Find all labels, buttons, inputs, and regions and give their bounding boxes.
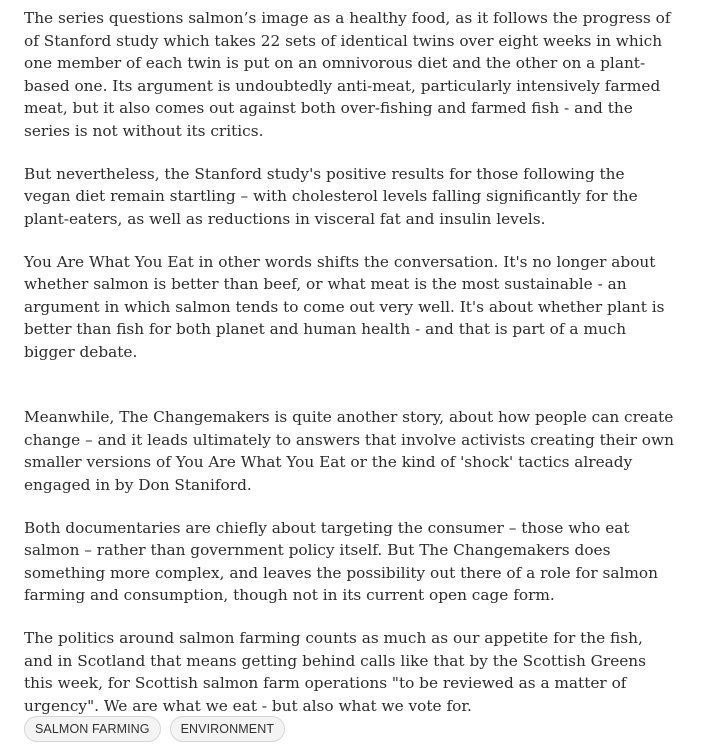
paragraph: The politics around salmon farming counts as much as our appetite for the fish, and in Scotland that means getting behind calls like that by the Scottish Greens this week, for Scottish salmon farm operations "to be reviewed as a matter of urgency". We are what we eat - but also what we vote for.	[24, 629, 646, 715]
tag-environment[interactable]: ENVIRONMENT	[170, 716, 285, 742]
paragraph: You Are What You Eat in other words shifts the conversation. It's no longer about whether salmon is better than beef, or what meat is the most sustainable - an argument in which salmon tends to come out very well. It's about whether plant is better than fish for both planet and human health - and that is part of a much bigger debate.	[24, 252, 665, 361]
paragraph: Meanwhile, The Changemakers is quite another story, about how people can create change – and it leads ultimately to answers that involve activists creating their own smaller versions of You Are What You Eat or the kind of 'shock' tactics already engaged in by Don Staniford.	[24, 408, 674, 494]
paragraph: Both documentaries are chiefly about targeting the consumer – those who eat salmon – rather than government policy itself. But The Changemakers does something more complex, and leaves the possibility out there of a role for salmon farming and consumption, though not in its current open cage form.	[24, 518, 658, 604]
tag-salmon-farming[interactable]: SALMON FARMING	[24, 716, 161, 742]
paragraph: The series questions salmon’s image as a healthy food, as it follows the progress of of Stanford study which takes 22 sets of identical twins over eight weeks in which one member of each twin is put on an omnivorous diet and the other on a plant-based one. Its argument is undoubtedly anti-meat, particularly intensively farmed meat, but it also comes out against both over-fishing and farmed fish - and the series is not without its critics.	[24, 9, 671, 140]
article-body	[24, 7, 674, 717]
tag-list	[24, 716, 285, 742]
paragraph: But nevertheless, the Stanford study's positive results for those following the vegan diet remain startling – with cholesterol levels falling significantly for the plant-eaters, as well as reductions in visceral fat and insulin levels.	[24, 164, 638, 228]
